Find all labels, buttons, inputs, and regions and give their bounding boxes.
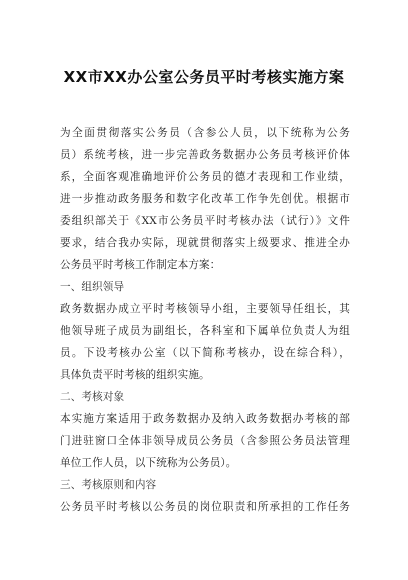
body-line: 员）系统考核，进一步完善政务数据办公务员考核评价体: [60, 149, 350, 161]
body-line: 公务员平时考核工作制定本方案：: [60, 259, 221, 271]
body-line: 员。下设考核办公室（以下简称考核办，设在综合科），: [60, 347, 350, 359]
body-line: 他领导班子成员为副组长，各科室和下属单位负责人为组: [60, 325, 350, 337]
body-line: 系，全面客观准确地评价公务员的德才表现和工作业绩，: [60, 171, 350, 183]
section-heading: 二、考核对象: [60, 391, 125, 403]
document-title: XX市XX办公室公务员平时考核实施方案: [63, 68, 345, 86]
body-line: 门进驻窗口全体非领导成员公务员（含参照公务员法管理: [60, 435, 350, 447]
body-line: 公务员平时考核以公务员的岗位职责和所承担的工作任务: [60, 501, 350, 513]
body-line: 要求，结合我办实际，现就贯彻落实上级要求、推进全办: [60, 237, 350, 249]
section-heading: 一、组织领导: [60, 281, 125, 293]
body-line: 单位工作人员，以下统称为公务员）。: [60, 457, 237, 469]
body-line: 进一步推动政务服务和数字化改革工作争先创优。根据市: [60, 193, 350, 205]
body-line: 为全面贯彻落实公务员（含参公人员，以下统称为公务: [60, 127, 350, 139]
body-line: 政务数据办成立平时考核领导小组，主要领导任组长，其: [60, 303, 350, 315]
body-line: 委组织部关于《XX市公务员平时考核办法（试行）》文件: [60, 215, 350, 227]
body-line: 本实施方案适用于政务数据办及纳入政务数据办考核的部: [60, 413, 350, 425]
section-heading: 三、考核原则和内容: [60, 479, 157, 491]
body-line: 具体负责平时考核的组织实施。: [60, 369, 210, 381]
